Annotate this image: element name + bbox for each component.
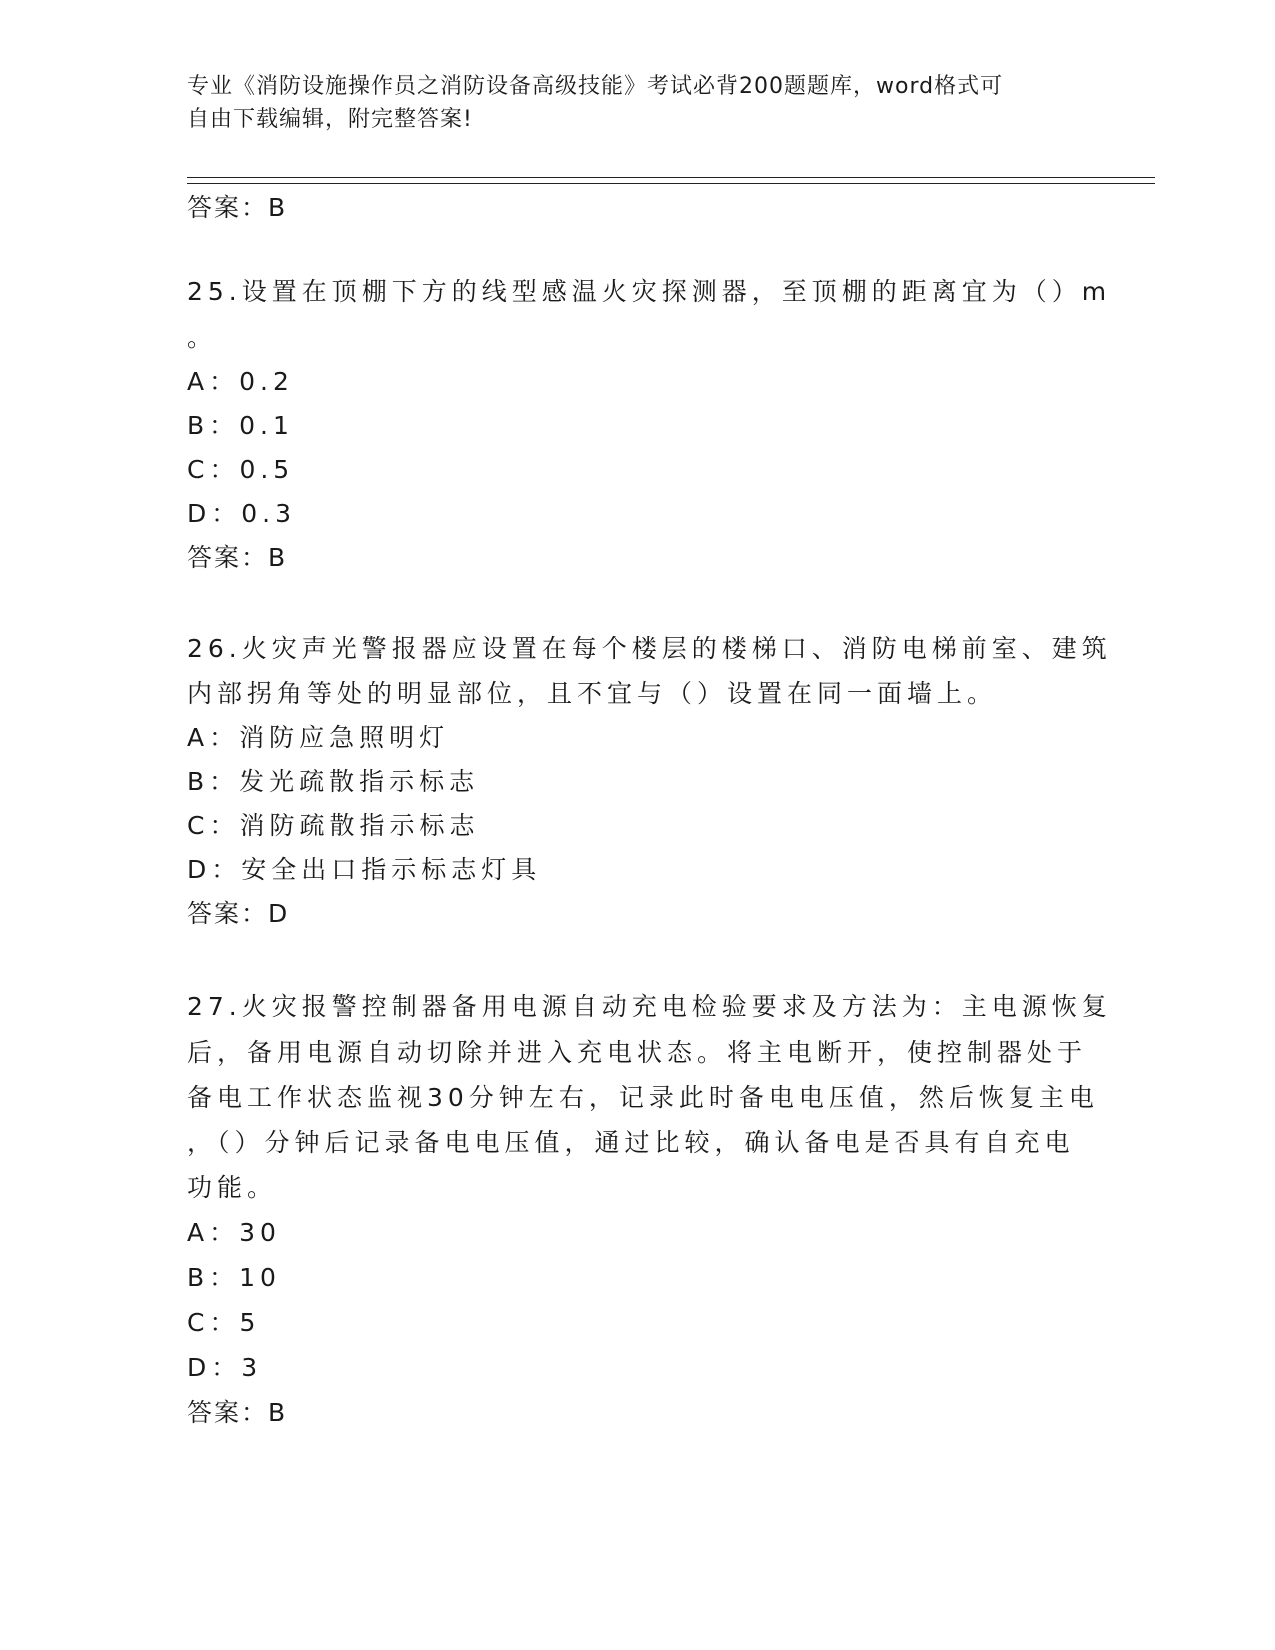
q26-option-c: C：消防疏散指示标志 [187,811,480,840]
q26-option-a: A：消防应急照明灯 [187,723,450,752]
header-divider-top [187,177,1155,178]
q26-stem-line-1: 26.火灾声光警报器应设置在每个楼层的楼梯口、消防电梯前室、建筑 [187,634,1112,663]
q27-stem-line-3: 备电工作状态监视30分钟左右，记录此时备电电压值，然后恢复主电 [187,1083,1099,1112]
q27-option-b: B：10 [187,1263,281,1292]
q25-option-a: A：0.2 [187,367,294,396]
q27-stem-line-1: 27.火灾报警控制器备用电源自动充电检验要求及方法为：主电源恢复 [187,992,1112,1021]
q27-stem-line-2: 后，备用电源自动切除并进入充电状态。将主电断开，使控制器处于 [187,1038,1088,1067]
q27-option-a: A：30 [187,1218,281,1247]
document-header [187,70,1087,136]
q27-option-c: C：5 [187,1308,261,1337]
q25-stem-line-1: 25.设置在顶棚下方的线型感温火灾探测器，至顶棚的距离宜为（）m [187,277,1112,306]
q27-option-d: D：3 [187,1353,263,1382]
q25-stem-line-2: 。 [187,323,218,352]
q26-answer: 答案：D [187,899,290,928]
header-line-1: 专业《消防设施操作员之消防设备高级技能》考试必背200题题库，word格式可 [187,74,1004,99]
q26-stem-line-2: 内部拐角等处的明显部位，且不宜与（）设置在同一面墙上。 [187,679,998,708]
q26-option-d: D：安全出口指示标志灯具 [187,855,542,884]
q27-stem-line-4: ，（）分钟后记录备电电压值，通过比较，确认备电是否具有自充电 [187,1128,1075,1157]
q25-option-b: B：0.1 [187,411,294,440]
header-line-2: 自由下载编辑，附完整答案! [187,107,473,132]
header-divider-bottom [187,183,1155,184]
q25-option-d: D：0.3 [187,499,297,528]
q25-option-c: C：0.5 [187,455,295,484]
q27-stem-line-5: 功能。 [187,1173,278,1202]
q27-answer: 答案：B [187,1398,288,1427]
q26-option-b: B：发光疏散指示标志 [187,767,480,796]
q25-answer: 答案：B [187,543,288,572]
previous-answer: 答案：B [187,193,288,222]
